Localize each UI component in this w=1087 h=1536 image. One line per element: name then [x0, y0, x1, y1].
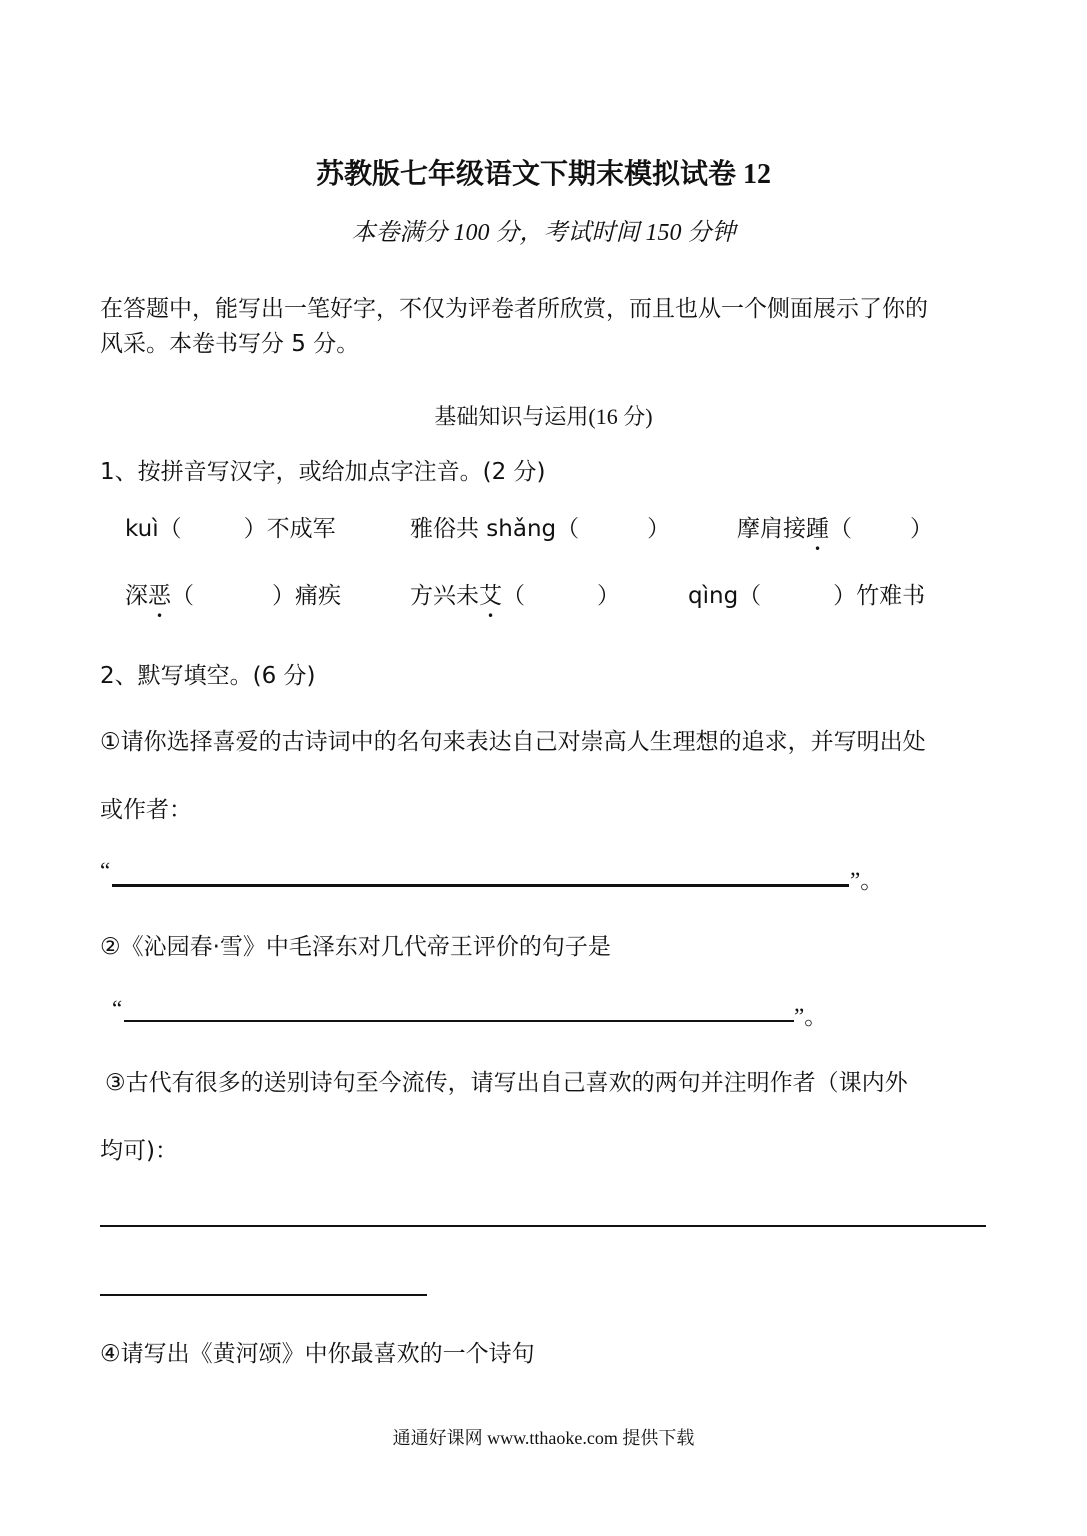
q1-item-ai-a: 方兴未 [410, 583, 479, 609]
q1-item-kui-a: kuì（ [125, 516, 182, 542]
q1-item-zhong-c: ） [910, 516, 933, 542]
q1-item-ai-c: ） [597, 583, 620, 609]
q1-item-kui-b: ）不成军 [243, 516, 336, 542]
page-title: 苏教版七年级语文下期末模拟试卷 12 [315, 159, 771, 190]
question-2-label: 2、默写填空。(6 分) [100, 663, 316, 689]
q1-item-wu-b: （ [171, 583, 194, 609]
q2-part1-close-quote: ”。 [850, 868, 884, 893]
intro-line-1: 在答题中，能写出一笔好字，不仅为评卷者所欣赏，而且也从一个侧面展示了你的 [100, 296, 928, 322]
intro-line-2: 风采。本卷书写分 5 分。 [100, 331, 360, 357]
q2-part2-open-quote: “ [112, 996, 123, 1021]
q2-part3-line1: ③古代有很多的送别诗句至今流传，请写出自己喜欢的两句并注明作者（课内外 [105, 1070, 908, 1096]
q1-item-wu [125, 577, 341, 623]
q1-item-zhong-a: 摩肩接 [737, 516, 806, 542]
q1-item-zhong [737, 510, 933, 556]
q1-item-ai-dot: 艾 [479, 583, 502, 609]
footer-credit: 通通好课网 www.tthaoke.com 提供下载 [392, 1428, 695, 1448]
question-1-label: 1、按拼音写汉字，或给加点字注音。(2 分) [100, 459, 546, 485]
answer-line-1[interactable] [112, 884, 849, 887]
q1-item-kui [125, 510, 336, 543]
q1-item-zhong-b: （ [829, 516, 852, 542]
q1-item-shang-b: ） [647, 516, 671, 542]
q2-part4-text: ④请写出《黄河颂》中你最喜欢的一个诗句 [100, 1341, 535, 1367]
section-title: 基础知识与运用(16 分) [434, 404, 653, 429]
q1-item-wu-c: ）痛疾 [272, 583, 341, 609]
q2-part2-text: ②《沁园春·雪》中毛泽东对几代帝王评价的句子是 [100, 934, 611, 960]
q1-item-wu-a: 深 [125, 583, 148, 609]
q1-item-qing-a: qìng（ [688, 583, 762, 609]
q2-part1-line1: ①请你选择喜爱的古诗词中的名句来表达自己对崇高人生理想的追求，并写明出处 [100, 729, 926, 755]
q2-part1-line2: 或作者： [100, 797, 192, 823]
answer-line-4[interactable] [100, 1294, 427, 1296]
q1-item-shang [410, 510, 670, 543]
q1-item-zhong-dot: 踵 [806, 516, 829, 542]
q2-part2-close-quote: ”。 [794, 1004, 828, 1029]
q1-item-shang-a: 雅俗共 shǎng（ [410, 516, 580, 542]
answer-line-3[interactable] [100, 1225, 986, 1227]
q1-item-wu-dot: 恶 [148, 583, 171, 609]
q1-item-ai [410, 577, 620, 623]
page-subtitle: 本卷满分 100 分，考试时间 150 分钟 [351, 220, 736, 246]
q1-item-qing [688, 577, 925, 610]
q1-item-qing-b: ）竹难书 [833, 583, 926, 609]
q2-part3-line2: 均可)： [100, 1138, 178, 1164]
q1-item-ai-b: （ [502, 583, 525, 609]
q2-part1-open-quote: “ [100, 858, 111, 883]
answer-line-2[interactable] [124, 1020, 794, 1022]
